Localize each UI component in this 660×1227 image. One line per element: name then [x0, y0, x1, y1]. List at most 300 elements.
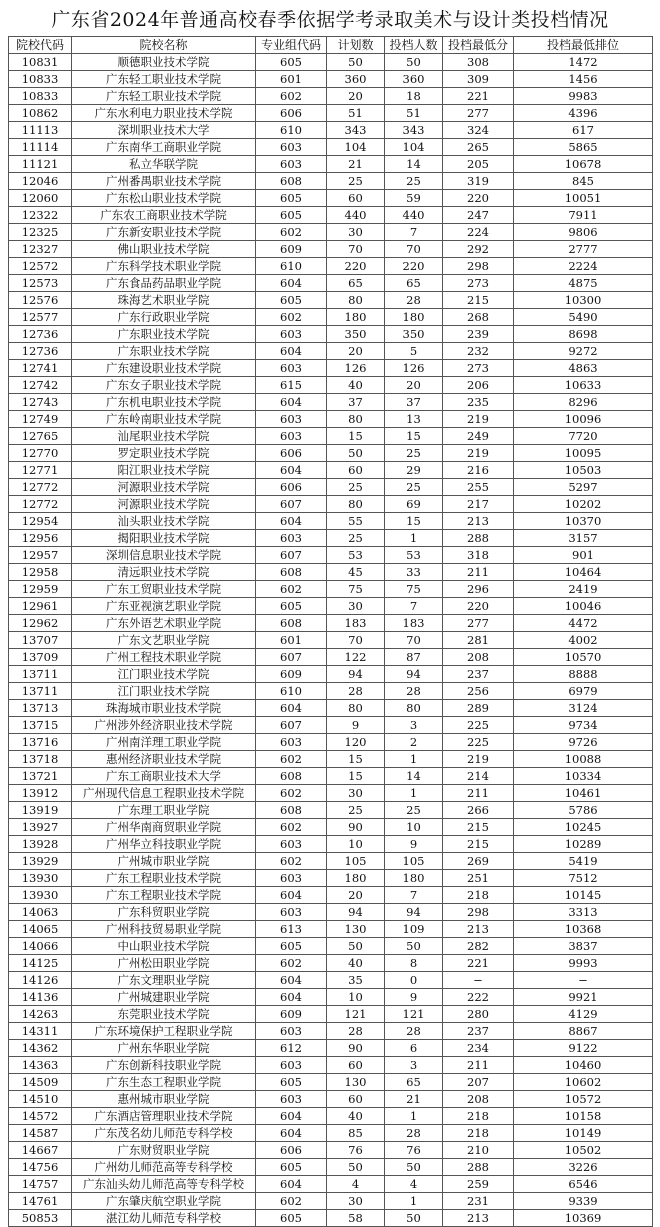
cell-min-rank: 3837 [514, 938, 653, 955]
cell-admitted: 51 [385, 105, 443, 122]
cell-school-name: 佛山职业技术学院 [72, 241, 256, 258]
cell-min-score: 237 [443, 1023, 514, 1040]
cell-admitted: 4 [385, 1176, 443, 1193]
cell-admitted: 70 [385, 632, 443, 649]
cell-admitted: 104 [385, 139, 443, 156]
cell-school-code: 12958 [9, 564, 72, 581]
cell-school-code: 14362 [9, 1040, 72, 1057]
cell-min-rank: 4875 [514, 275, 653, 292]
cell-school-code: 14136 [9, 989, 72, 1006]
cell-min-rank: 4472 [514, 615, 653, 632]
cell-group-code: 610 [256, 258, 327, 275]
cell-min-rank: 10046 [514, 598, 653, 615]
table-row [9, 785, 653, 802]
cell-min-score: 211 [443, 1057, 514, 1074]
cell-group-code: 604 [256, 394, 327, 411]
cell-school-code: 12959 [9, 581, 72, 598]
cell-plan: 20 [327, 88, 385, 105]
cell-min-score: 208 [443, 649, 514, 666]
cell-group-code: 606 [256, 105, 327, 122]
table-row [9, 479, 653, 496]
cell-school-name: 广东轻工职业技术学院 [72, 88, 256, 105]
cell-plan: 60 [327, 1057, 385, 1074]
cell-min-score: 208 [443, 1091, 514, 1108]
cell-admitted: 75 [385, 581, 443, 598]
cell-min-rank: 10334 [514, 768, 653, 785]
cell-group-code: 605 [256, 54, 327, 71]
cell-admitted: 76 [385, 1142, 443, 1159]
cell-plan: 4 [327, 1176, 385, 1193]
cell-min-score: 225 [443, 717, 514, 734]
cell-school-name: 顺德职业技术学院 [72, 54, 256, 71]
cell-school-code: 13928 [9, 836, 72, 853]
table-row [9, 241, 653, 258]
cell-min-score: 266 [443, 802, 514, 819]
cell-min-rank: 10503 [514, 462, 653, 479]
cell-group-code: 609 [256, 666, 327, 683]
cell-min-score: 214 [443, 768, 514, 785]
cell-plan: 25 [327, 530, 385, 547]
cell-min-score: 219 [443, 751, 514, 768]
cell-min-rank: 10051 [514, 190, 653, 207]
cell-group-code: 603 [256, 139, 327, 156]
cell-min-rank: 9806 [514, 224, 653, 241]
cell-plan: 51 [327, 105, 385, 122]
cell-plan: 30 [327, 785, 385, 802]
cell-group-code: 602 [256, 955, 327, 972]
table-body [9, 54, 653, 1227]
admission-table [8, 36, 653, 1227]
cell-school-code: 13718 [9, 751, 72, 768]
table-row [9, 190, 653, 207]
table-row [9, 1023, 653, 1040]
cell-group-code: 604 [256, 700, 327, 717]
cell-plan: 15 [327, 751, 385, 768]
cell-school-name: 深圳信息职业技术学院 [72, 547, 256, 564]
cell-plan: 85 [327, 1125, 385, 1142]
cell-min-score: 232 [443, 343, 514, 360]
cell-min-score: 213 [443, 921, 514, 938]
cell-admitted: 25 [385, 173, 443, 190]
table-row [9, 122, 653, 139]
cell-min-score: 281 [443, 632, 514, 649]
cell-school-name: 广东行政职业学院 [72, 309, 256, 326]
cell-plan: 80 [327, 292, 385, 309]
cell-min-rank: 9921 [514, 989, 653, 1006]
cell-group-code: 606 [256, 479, 327, 496]
cell-school-code: 13721 [9, 768, 72, 785]
cell-school-name: 中山职业技术学院 [72, 938, 256, 955]
header-col-min-score: 投档最低分 [443, 37, 514, 54]
cell-min-rank: 617 [514, 122, 653, 139]
cell-plan: 122 [327, 649, 385, 666]
cell-min-rank: 5490 [514, 309, 653, 326]
cell-min-score: 251 [443, 870, 514, 887]
cell-school-code: 14065 [9, 921, 72, 938]
cell-school-code: 12576 [9, 292, 72, 309]
cell-admitted: 220 [385, 258, 443, 275]
cell-school-code: 14510 [9, 1091, 72, 1108]
cell-plan: 90 [327, 1040, 385, 1057]
cell-min-score: 218 [443, 1108, 514, 1125]
cell-min-score: 207 [443, 1074, 514, 1091]
cell-min-score: 210 [443, 1142, 514, 1159]
cell-school-name: 广东农工商职业技术学院 [72, 207, 256, 224]
cell-admitted: 18 [385, 88, 443, 105]
cell-school-name: 江门职业技术学院 [72, 683, 256, 700]
cell-group-code: 606 [256, 1142, 327, 1159]
cell-school-code: 10831 [9, 54, 72, 71]
cell-min-rank: − [514, 972, 653, 989]
cell-min-score: 265 [443, 139, 514, 156]
cell-school-code: 14363 [9, 1057, 72, 1074]
cell-plan: 50 [327, 938, 385, 955]
cell-plan: 10 [327, 989, 385, 1006]
table-row [9, 428, 653, 445]
cell-min-rank: 10245 [514, 819, 653, 836]
cell-min-rank: 4002 [514, 632, 653, 649]
cell-min-rank: 9734 [514, 717, 653, 734]
cell-school-code: 10833 [9, 71, 72, 88]
cell-plan: 183 [327, 615, 385, 632]
table-row [9, 377, 653, 394]
cell-admitted: 8 [385, 955, 443, 972]
cell-plan: 70 [327, 241, 385, 258]
cell-min-score: 217 [443, 496, 514, 513]
cell-school-name: 深圳职业技术大学 [72, 122, 256, 139]
cell-min-score: 288 [443, 530, 514, 547]
cell-min-rank: 2777 [514, 241, 653, 258]
cell-min-rank: 10095 [514, 445, 653, 462]
cell-plan: 105 [327, 853, 385, 870]
cell-min-rank: 10158 [514, 1108, 653, 1125]
table-row [9, 1142, 653, 1159]
cell-school-code: 12736 [9, 326, 72, 343]
cell-min-rank: 1472 [514, 54, 653, 71]
cell-school-name: 惠州城市职业学院 [72, 1091, 256, 1108]
cell-group-code: 603 [256, 156, 327, 173]
cell-school-name: 广东生态工程职业学院 [72, 1074, 256, 1091]
cell-min-score: 216 [443, 462, 514, 479]
cell-min-rank: 10460 [514, 1057, 653, 1074]
cell-school-code: 13711 [9, 666, 72, 683]
cell-school-name: 广州城建职业学院 [72, 989, 256, 1006]
cell-group-code: 608 [256, 173, 327, 190]
cell-min-rank: 5786 [514, 802, 653, 819]
table-row [9, 836, 653, 853]
table-row [9, 343, 653, 360]
cell-school-code: 14667 [9, 1142, 72, 1159]
cell-min-score: 213 [443, 1210, 514, 1227]
cell-school-name: 广州工程技术职业学院 [72, 649, 256, 666]
cell-min-rank: 10570 [514, 649, 653, 666]
cell-school-name: 广东财贸职业学院 [72, 1142, 256, 1159]
cell-plan: 28 [327, 683, 385, 700]
cell-group-code: 604 [256, 1176, 327, 1193]
cell-school-code: 12743 [9, 394, 72, 411]
cell-school-code: 12325 [9, 224, 72, 241]
cell-group-code: 603 [256, 1057, 327, 1074]
cell-min-score: 215 [443, 819, 514, 836]
cell-group-code: 610 [256, 122, 327, 139]
cell-min-rank: 7911 [514, 207, 653, 224]
header-col-school-name: 院校名称 [72, 37, 256, 54]
table-row [9, 666, 653, 683]
cell-school-name: 广东理工职业学院 [72, 802, 256, 819]
cell-group-code: 606 [256, 445, 327, 462]
cell-min-rank: 845 [514, 173, 653, 190]
cell-min-score: 221 [443, 955, 514, 972]
cell-min-score: 215 [443, 292, 514, 309]
cell-min-score: 211 [443, 564, 514, 581]
cell-plan: 25 [327, 802, 385, 819]
cell-school-name: 广州城市职业学院 [72, 853, 256, 870]
cell-admitted: 350 [385, 326, 443, 343]
cell-min-rank: 10572 [514, 1091, 653, 1108]
cell-school-name: 广州东华职业学院 [72, 1040, 256, 1057]
cell-group-code: 608 [256, 802, 327, 819]
cell-admitted: 53 [385, 547, 443, 564]
cell-min-rank: 10369 [514, 1210, 653, 1227]
cell-school-code: 14125 [9, 955, 72, 972]
cell-min-rank: 9339 [514, 1193, 653, 1210]
cell-min-score: 292 [443, 241, 514, 258]
cell-admitted: 7 [385, 887, 443, 904]
cell-plan: 60 [327, 190, 385, 207]
cell-min-rank: 7512 [514, 870, 653, 887]
cell-min-rank: 8888 [514, 666, 653, 683]
table-row [9, 360, 653, 377]
cell-plan: 40 [327, 377, 385, 394]
cell-admitted: 70 [385, 241, 443, 258]
cell-school-name: 私立华联学院 [72, 156, 256, 173]
cell-min-score: 269 [443, 853, 514, 870]
cell-admitted: 9 [385, 989, 443, 1006]
cell-admitted: 0 [385, 972, 443, 989]
cell-school-name: 广东科贸职业学院 [72, 904, 256, 921]
cell-plan: 90 [327, 819, 385, 836]
cell-school-code: 12749 [9, 411, 72, 428]
table-row [9, 802, 653, 819]
cell-min-score: 259 [443, 1176, 514, 1193]
cell-group-code: 610 [256, 683, 327, 700]
cell-plan: 120 [327, 734, 385, 751]
cell-plan: 180 [327, 870, 385, 887]
cell-min-score: 231 [443, 1193, 514, 1210]
cell-min-rank: 1456 [514, 71, 653, 88]
cell-school-name: 广州番禺职业技术学院 [72, 173, 256, 190]
table-row [9, 105, 653, 122]
cell-min-score: 220 [443, 190, 514, 207]
cell-min-score: 219 [443, 445, 514, 462]
cell-school-name: 广东文艺职业学院 [72, 632, 256, 649]
cell-plan: 55 [327, 513, 385, 530]
cell-min-score: 319 [443, 173, 514, 190]
cell-plan: 20 [327, 343, 385, 360]
cell-min-rank: 5297 [514, 479, 653, 496]
cell-school-name: 广东工商职业技术大学 [72, 768, 256, 785]
cell-plan: 80 [327, 700, 385, 717]
cell-admitted: 20 [385, 377, 443, 394]
cell-min-score: 221 [443, 88, 514, 105]
table-row [9, 938, 653, 955]
cell-school-code: 12956 [9, 530, 72, 547]
cell-group-code: 604 [256, 1108, 327, 1125]
table-row [9, 445, 653, 462]
cell-min-score: 234 [443, 1040, 514, 1057]
table-row [9, 632, 653, 649]
cell-school-name: 广州科技贸易职业学院 [72, 921, 256, 938]
cell-group-code: 604 [256, 887, 327, 904]
cell-plan: 30 [327, 598, 385, 615]
table-row [9, 598, 653, 615]
cell-min-score: 268 [443, 309, 514, 326]
cell-group-code: 604 [256, 972, 327, 989]
cell-school-name: 珠海艺术职业学院 [72, 292, 256, 309]
table-row [9, 71, 653, 88]
cell-plan: 15 [327, 768, 385, 785]
cell-min-score: 247 [443, 207, 514, 224]
cell-school-code: 12771 [9, 462, 72, 479]
cell-school-name: 广东工贸职业技术学院 [72, 581, 256, 598]
cell-min-rank: 10300 [514, 292, 653, 309]
cell-admitted: 1 [385, 751, 443, 768]
cell-plan: 50 [327, 54, 385, 71]
cell-school-code: 12770 [9, 445, 72, 462]
cell-min-rank: 3226 [514, 1159, 653, 1176]
cell-school-code: 50853 [9, 1210, 72, 1227]
table-row [9, 207, 653, 224]
cell-school-code: 11113 [9, 122, 72, 139]
cell-group-code: 603 [256, 360, 327, 377]
cell-school-code: 13912 [9, 785, 72, 802]
cell-min-score: 205 [443, 156, 514, 173]
cell-school-code: 14761 [9, 1193, 72, 1210]
cell-plan: 20 [327, 887, 385, 904]
cell-school-code: 12573 [9, 275, 72, 292]
cell-group-code: 603 [256, 836, 327, 853]
cell-plan: 121 [327, 1006, 385, 1023]
cell-min-rank: 5419 [514, 853, 653, 870]
cell-school-name: 广东建设职业技术学院 [72, 360, 256, 377]
cell-admitted: 15 [385, 513, 443, 530]
cell-school-name: 广州幼儿师范高等专科学校 [72, 1159, 256, 1176]
cell-admitted: 1 [385, 1193, 443, 1210]
cell-admitted: 1 [385, 1108, 443, 1125]
table-row [9, 88, 653, 105]
cell-admitted: 25 [385, 479, 443, 496]
cell-min-score: 309 [443, 71, 514, 88]
cell-group-code: 605 [256, 292, 327, 309]
cell-plan: 343 [327, 122, 385, 139]
cell-school-code: 13711 [9, 683, 72, 700]
cell-school-name: 广东肇庆航空职业学院 [72, 1193, 256, 1210]
cell-admitted: 9 [385, 836, 443, 853]
cell-school-name: 广东松山职业技术学院 [72, 190, 256, 207]
table-row [9, 1108, 653, 1125]
table-row [9, 1193, 653, 1210]
cell-group-code: 602 [256, 785, 327, 802]
cell-group-code: 603 [256, 1091, 327, 1108]
cell-school-name: 河源职业技术学院 [72, 479, 256, 496]
cell-group-code: 603 [256, 326, 327, 343]
cell-min-rank: 10149 [514, 1125, 653, 1142]
cell-school-name: 广州南洋理工职业学院 [72, 734, 256, 751]
table-row [9, 496, 653, 513]
cell-min-score: 277 [443, 105, 514, 122]
cell-plan: 15 [327, 428, 385, 445]
cell-group-code: 603 [256, 428, 327, 445]
cell-school-code: 12954 [9, 513, 72, 530]
cell-group-code: 603 [256, 411, 327, 428]
cell-min-score: 235 [443, 394, 514, 411]
table-row [9, 887, 653, 904]
cell-school-name: 广州现代信息工程职业技术学院 [72, 785, 256, 802]
cell-plan: 40 [327, 955, 385, 972]
cell-group-code: 603 [256, 870, 327, 887]
cell-plan: 440 [327, 207, 385, 224]
cell-school-name: 广东机电职业技术学院 [72, 394, 256, 411]
cell-school-name: 河源职业技术学院 [72, 496, 256, 513]
cell-group-code: 602 [256, 581, 327, 598]
cell-school-code: 14311 [9, 1023, 72, 1040]
table-row [9, 581, 653, 598]
cell-min-rank: 3157 [514, 530, 653, 547]
cell-min-score: 239 [443, 326, 514, 343]
cell-plan: 65 [327, 275, 385, 292]
cell-group-code: 603 [256, 530, 327, 547]
table-row [9, 139, 653, 156]
cell-group-code: 609 [256, 1006, 327, 1023]
table-row [9, 547, 653, 564]
cell-min-rank: 8296 [514, 394, 653, 411]
cell-admitted: 94 [385, 666, 443, 683]
cell-school-code: 13927 [9, 819, 72, 836]
table-row [9, 411, 653, 428]
cell-plan: 360 [327, 71, 385, 88]
cell-min-score: 219 [443, 411, 514, 428]
table-row [9, 615, 653, 632]
cell-min-score: 255 [443, 479, 514, 496]
cell-admitted: 69 [385, 496, 443, 513]
cell-plan: 30 [327, 1193, 385, 1210]
cell-group-code: 603 [256, 1023, 327, 1040]
cell-group-code: 607 [256, 496, 327, 513]
cell-school-code: 14126 [9, 972, 72, 989]
cell-group-code: 612 [256, 1040, 327, 1057]
cell-school-name: 清远职业技术学院 [72, 564, 256, 581]
table-row [9, 564, 653, 581]
cell-admitted: 3 [385, 717, 443, 734]
table-row [9, 1210, 653, 1227]
cell-school-code: 11121 [9, 156, 72, 173]
cell-min-score: 282 [443, 938, 514, 955]
cell-group-code: 607 [256, 717, 327, 734]
cell-group-code: 609 [256, 241, 327, 258]
cell-admitted: 2 [385, 734, 443, 751]
cell-admitted: 33 [385, 564, 443, 581]
cell-school-name: 广东水利电力职业技术学院 [72, 105, 256, 122]
cell-school-name: 广东女子职业技术学院 [72, 377, 256, 394]
cell-group-code: 615 [256, 377, 327, 394]
table-row [9, 683, 653, 700]
cell-school-code: 12962 [9, 615, 72, 632]
cell-school-code: 14587 [9, 1125, 72, 1142]
cell-plan: 180 [327, 309, 385, 326]
cell-plan: 9 [327, 717, 385, 734]
cell-school-code: 12572 [9, 258, 72, 275]
cell-min-rank: 3313 [514, 904, 653, 921]
